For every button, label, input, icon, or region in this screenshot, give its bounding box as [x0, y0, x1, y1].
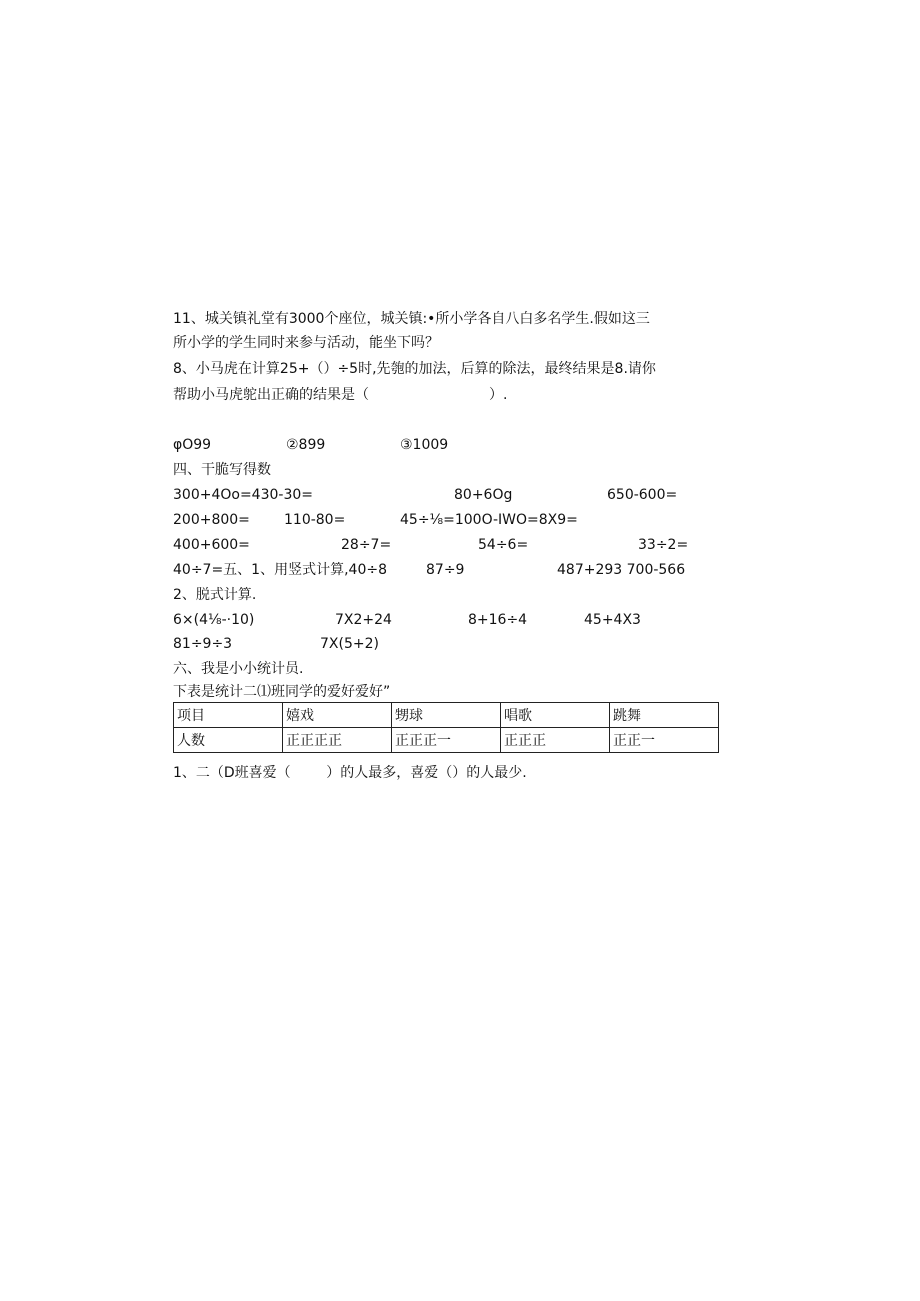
table-cell: 项目 — [174, 703, 283, 728]
section4-row3-item: 400+600= — [173, 537, 250, 553]
table-cell: 甥球 — [392, 703, 501, 728]
section5-2-row1-item: 45+4X3 — [584, 612, 641, 628]
table-cell: 嬉戏 — [283, 703, 392, 728]
table-cell: 正正正正 — [283, 728, 392, 753]
section4-row4-item: 40÷7=五、1、用竖式计算,40÷8 — [173, 562, 387, 578]
hobby-stats-table — [173, 702, 719, 753]
section4-row3-item: 28÷7= — [341, 537, 392, 553]
section4-row1-item: 650-600= — [607, 487, 678, 503]
section4-heading: 四、干脆写得数 — [173, 462, 271, 478]
section4-row2-item: 110-80= — [284, 512, 346, 528]
section5-2-row2-item: 7X(5+2) — [320, 636, 379, 652]
section4-row3-item: 33÷2= — [638, 537, 689, 553]
table-cell: 正正正 — [501, 728, 610, 753]
section4-row4-item: 87÷9 — [426, 562, 465, 578]
section5-2-heading: 2、脱式计算. — [173, 587, 257, 603]
q8-line2-start: 帮助小马虎鸵出正确的结果是（ — [173, 387, 369, 403]
table-cell: 正正正一 — [392, 728, 501, 753]
section4-row2-item: 200+800= — [173, 512, 250, 528]
option-1: φO99 — [173, 437, 212, 453]
table-cell: 人数 — [174, 728, 283, 753]
q11-line1: 11、城关镇礼堂有3000个座位，城关镇:•所小学各自八白多名学生.假如这三 — [173, 311, 650, 327]
table-row — [174, 703, 719, 728]
table-cell: 跳舞 — [610, 703, 719, 728]
section5-2-row2-item: 81÷9÷3 — [173, 636, 233, 652]
section4-row1-item: 300+4Oo=430-30= — [173, 487, 313, 503]
section5-2-row1-item: 8+16÷4 — [468, 612, 528, 628]
table-caption: 下表是统计二⑴班同学的爱好爱好” — [173, 684, 391, 700]
table-cell: 正正一 — [610, 728, 719, 753]
section6-heading: 六、我是小小统计员. — [173, 661, 304, 677]
q8-line2 — [173, 386, 507, 404]
option-2: ②899 — [286, 437, 326, 453]
option-3: ③1009 — [400, 437, 449, 453]
section4-row2-item: 45÷⅛=100O-IWO=8X9= — [400, 512, 578, 528]
section5-2-row1-item: 6×(4⅛-·10) — [173, 612, 255, 628]
section4-row1-item: 80+6Og — [454, 487, 513, 503]
section6-question1: 1、二（D班喜爱（ ）的人最多，喜爱（）的人最少. — [173, 765, 527, 781]
q11-line2: 所小学的学生同时来参与活动，能坐下吗？ — [173, 335, 439, 351]
table-cell: 唱歌 — [501, 703, 610, 728]
section4-row3-item: 54÷6= — [478, 537, 529, 553]
section5-2-row1-item: 7X2+24 — [335, 612, 392, 628]
q8-line1: 8、小马虎在计算25+（）÷5时,先匏的加法，后算的除法，最终结果是8.请你 — [173, 361, 656, 377]
section4-row4-item: 487+293 700-566 — [557, 562, 686, 578]
q8-line2-end: ）. — [489, 387, 508, 403]
table-row — [174, 728, 719, 753]
